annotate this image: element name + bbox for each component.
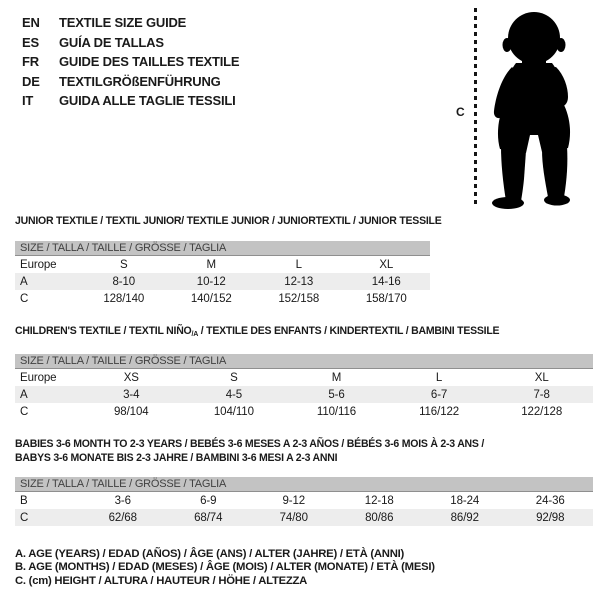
table-row-age	[15, 273, 430, 290]
size-cell: S	[119, 258, 128, 271]
size-header-bar: SIZE / TALLA / TAILLE / GRÖSSE / TAGLIA	[15, 477, 593, 492]
language-code: EN	[22, 15, 40, 30]
value-cell: 6-7	[430, 388, 448, 401]
row-label: C	[20, 511, 29, 524]
value-cell: 158/170	[365, 292, 407, 305]
value-cell: 152/158	[278, 292, 320, 305]
value-cell: 3-4	[123, 388, 140, 401]
size-cell: XL	[379, 258, 394, 271]
value-cell: 5-6	[328, 388, 345, 401]
list-item	[22, 13, 239, 33]
babies-section-title	[15, 437, 595, 465]
value-cell: 128/140	[103, 292, 145, 305]
children-size-table	[15, 369, 593, 420]
list-item	[22, 33, 239, 53]
table-row-height	[15, 290, 430, 307]
row-label: Europe	[20, 258, 57, 271]
size-cell: S	[230, 371, 238, 384]
value-cell: 9-12	[282, 494, 306, 507]
value-cell: 10-12	[196, 275, 226, 288]
language-title-list	[22, 13, 239, 111]
value-cell: 7-8	[533, 388, 550, 401]
footnote-age-months: B. AGE (MONTHS) / EDAD (MESES) / ÂGE (MOIS) / ALTER (MONATE) / ETÀ (MESI)	[15, 561, 435, 574]
language-title: TEXTILGRÖßENFÜHRUNG	[59, 73, 221, 89]
row-label: A	[20, 388, 28, 401]
table-row-europe	[15, 369, 593, 386]
size-cell: L	[295, 258, 302, 271]
row-label: Europe	[20, 371, 57, 384]
language-code: IT	[22, 93, 34, 108]
row-label: B	[20, 494, 28, 507]
value-cell: 3-6	[114, 494, 131, 507]
value-cell: 92/98	[536, 511, 565, 524]
value-cell: 74/80	[279, 511, 308, 524]
footnote-age-years: A. AGE (YEARS) / EDAD (AÑOS) / ÂGE (ANS) / ALTER (JAHRE) / ETÀ (ANNI)	[15, 548, 405, 560]
size-cell: M	[206, 258, 216, 271]
row-label: C	[20, 292, 29, 305]
footnote-legend	[15, 548, 595, 588]
value-cell: 4-5	[225, 388, 243, 401]
height-dotted-line	[474, 8, 477, 208]
title-part: / TEXTILE DES ENFANTS / KINDERTEXTIL / BAMBINI TESSILE	[198, 325, 500, 337]
junior-section-title: JUNIOR TEXTILE / TEXTIL JUNIOR/ TEXTILE JUNIOR / JUNIORTEXTIL / JUNIOR TESSILE	[15, 215, 442, 227]
language-code: FR	[22, 54, 39, 69]
value-cell: 6-9	[200, 494, 217, 507]
footnote-height-cm: C. (cm) HEIGHT / ALTURA / HAUTEUR / HÖHE / ALTEZZA	[15, 574, 308, 587]
value-cell: 122/128	[521, 405, 563, 418]
value-cell: 68/74	[194, 511, 223, 524]
size-cell: L	[435, 371, 443, 384]
value-cell: 18-24	[450, 494, 480, 507]
value-cell: 12-18	[364, 494, 394, 507]
row-label: C	[20, 405, 29, 418]
list-item	[22, 72, 239, 92]
value-cell: 62/68	[108, 511, 137, 524]
babies-title-line1: BABIES 3-6 MONTH TO 2-3 YEARS / BEBÉS 3-6 MESES A 2-3 AÑOS / BÉBÉS 3-6 MOIS À 2-3 ANS /	[15, 438, 485, 450]
children-section-title	[15, 324, 560, 341]
table-row-age-months	[15, 492, 593, 509]
babies-size-table	[15, 492, 593, 526]
title-part: CHILDREN'S TEXTILE / TEXTIL NIÑO	[15, 325, 192, 337]
size-header-bar: SIZE / TALLA / TAILLE / GRÖSSE / TAGLIA	[15, 241, 430, 256]
language-title: TEXTILE SIZE GUIDE	[59, 15, 187, 30]
size-tables-content	[15, 214, 595, 588]
junior-size-table	[15, 256, 430, 307]
size-cell: XS	[123, 371, 139, 384]
list-item	[22, 52, 239, 72]
value-cell: 86/92	[450, 511, 479, 524]
value-cell: 140/152	[190, 292, 232, 305]
value-cell: 14-16	[371, 275, 401, 288]
table-row-height	[15, 403, 593, 420]
height-measure-figure	[456, 8, 592, 212]
value-cell: 8-10	[112, 275, 136, 288]
value-cell: 110/116	[316, 405, 357, 418]
language-title: GUIDA ALLE TAGLIE TESSILI	[59, 93, 236, 108]
value-cell: 80/86	[365, 511, 394, 524]
table-row-height	[15, 509, 593, 526]
row-label: A	[20, 275, 28, 288]
language-title: GUÍA DE TALLAS	[59, 34, 164, 50]
size-header-bar: SIZE / TALLA / TAILLE / GRÖSSE / TAGLIA	[15, 354, 593, 369]
value-cell: 98/104	[114, 405, 149, 418]
toddler-silhouette-image	[486, 10, 582, 210]
value-cell: 116/122	[419, 405, 460, 418]
language-code: ES	[22, 34, 39, 50]
size-cell: M	[331, 371, 342, 384]
table-row-age	[15, 386, 593, 403]
language-title: GUIDE DES TAILLES TEXTILE	[59, 54, 240, 69]
title-subscript: /A	[191, 329, 199, 338]
babies-title-line2: BABYS 3-6 MONATE BIS 2-3 JAHRE / BAMBINI 3-6 MESI A 2-3 ANNI	[15, 452, 338, 464]
size-cell: XL	[534, 371, 549, 384]
value-cell: 12-13	[284, 275, 314, 288]
list-item	[22, 91, 239, 111]
value-cell: 24-36	[535, 494, 565, 507]
language-code: DE	[22, 73, 40, 89]
height-c-label: C	[456, 105, 465, 119]
value-cell: 104/110	[213, 405, 254, 418]
table-row-europe	[15, 256, 430, 273]
